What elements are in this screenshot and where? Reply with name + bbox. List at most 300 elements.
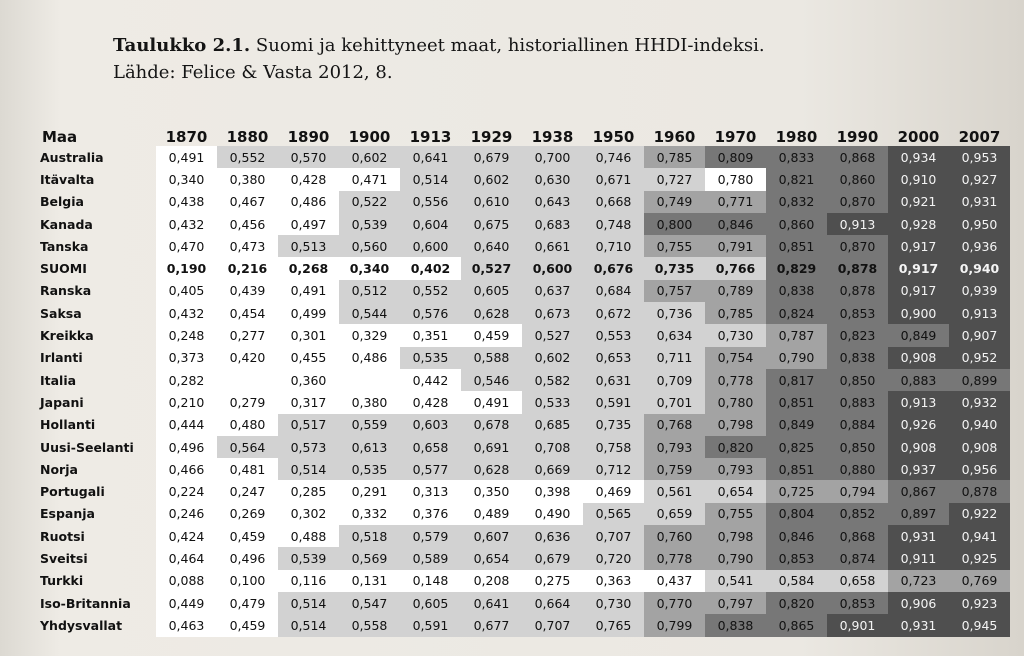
value-cell: 0,428 [400, 391, 461, 413]
value-cell: 0,481 [217, 458, 278, 480]
value-cell: 0,332 [339, 503, 400, 525]
country-cell: Japani [40, 394, 84, 410]
value-cell: 0,785 [644, 146, 705, 168]
value-cell: 0,675 [461, 213, 522, 235]
header-row [36, 119, 1010, 146]
value-cell: 0,865 [766, 614, 827, 636]
value-cell: 0,454 [217, 302, 278, 324]
value-cell: 0,517 [278, 414, 339, 436]
value-cell: 0,897 [888, 503, 949, 525]
value-cell: 0,921 [888, 191, 949, 213]
value-cell: 0,329 [339, 324, 400, 346]
value-cell: 0,922 [949, 503, 1010, 525]
value-cell: 0,672 [583, 302, 644, 324]
value-cell: 0,952 [949, 347, 1010, 369]
value-cell: 0,787 [766, 324, 827, 346]
caption-source: Lähde: Felice & Vasta 2012, 8. [113, 62, 393, 83]
value-cell: 0,925 [949, 547, 1010, 569]
value-cell: 0,673 [522, 302, 583, 324]
value-cell: 0,757 [644, 280, 705, 302]
column-header-year: 1929 [470, 128, 513, 146]
value-cell: 0,605 [400, 592, 461, 614]
value-cell: 0,547 [339, 592, 400, 614]
value-cell: 0,908 [888, 347, 949, 369]
value-cell: 0,588 [461, 347, 522, 369]
value-cell: 0,900 [888, 302, 949, 324]
value-cell: 0,906 [888, 592, 949, 614]
value-cell: 0,825 [766, 436, 827, 458]
value-cell: 0,755 [644, 235, 705, 257]
value-cell: 0,945 [949, 614, 1010, 636]
value-cell: 0,710 [583, 235, 644, 257]
value-cell: 0,088 [156, 570, 217, 592]
column-header-year: 1960 [653, 128, 696, 146]
value-cell: 0,911 [888, 547, 949, 569]
value-cell: 0,350 [461, 480, 522, 502]
value-cell: 0,116 [278, 570, 339, 592]
value-cell: 0,589 [400, 547, 461, 569]
value-cell: 0,853 [827, 302, 888, 324]
value-cell: 0,380 [339, 391, 400, 413]
value-cell: 0,489 [461, 503, 522, 525]
value-cell: 0,883 [888, 369, 949, 391]
value-cell: 0,804 [766, 503, 827, 525]
value-cell: 0,926 [888, 414, 949, 436]
value-cell: 0,766 [705, 257, 766, 279]
country-cell: Kreikka [40, 328, 94, 344]
country-cell: Belgia [40, 194, 84, 210]
value-cell: 0,499 [278, 302, 339, 324]
value-cell: 0,602 [522, 347, 583, 369]
value-cell [339, 369, 400, 391]
value-cell: 0,603 [400, 414, 461, 436]
value-cell: 0,643 [522, 191, 583, 213]
country-cell: Yhdysvallat [40, 617, 123, 633]
value-cell: 0,778 [644, 547, 705, 569]
value-cell: 0,746 [583, 146, 644, 168]
value-cell: 0,576 [400, 302, 461, 324]
value-cell: 0,850 [827, 369, 888, 391]
value-cell: 0,491 [461, 391, 522, 413]
value-cell: 0,424 [156, 525, 217, 547]
value-cell: 0,880 [827, 458, 888, 480]
value-cell: 0,491 [156, 146, 217, 168]
value-cell: 0,584 [766, 570, 827, 592]
value-cell: 0,340 [339, 257, 400, 279]
value-cell: 0,570 [278, 146, 339, 168]
value-cell: 0,956 [949, 458, 1010, 480]
value-cell: 0,282 [156, 369, 217, 391]
value-cell: 0,917 [888, 257, 949, 279]
table-row [36, 436, 1010, 458]
value-cell: 0,711 [644, 347, 705, 369]
value-cell: 0,730 [705, 324, 766, 346]
value-cell: 0,208 [461, 570, 522, 592]
value-cell: 0,730 [583, 592, 644, 614]
country-cell: Ruotsi [40, 528, 85, 544]
value-cell: 0,564 [217, 436, 278, 458]
value-cell: 0,471 [339, 168, 400, 190]
value-cell: 0,402 [400, 257, 461, 279]
value-cell: 0,313 [400, 480, 461, 502]
table-row [36, 168, 1010, 190]
value-cell: 0,768 [644, 414, 705, 436]
value-cell: 0,658 [827, 570, 888, 592]
value-cell: 0,490 [522, 503, 583, 525]
table-row [36, 257, 1010, 279]
value-cell: 0,514 [278, 592, 339, 614]
table-caption [113, 32, 765, 86]
value-cell: 0,851 [766, 391, 827, 413]
value-cell: 0,683 [522, 213, 583, 235]
value-cell: 0,851 [766, 458, 827, 480]
column-header-year: 1938 [531, 128, 574, 146]
value-cell: 0,735 [644, 257, 705, 279]
value-cell: 0,602 [339, 146, 400, 168]
country-cell: Hollanti [40, 417, 96, 433]
value-cell: 0,513 [278, 235, 339, 257]
value-cell: 0,464 [156, 547, 217, 569]
value-cell: 0,797 [705, 592, 766, 614]
value-cell: 0,248 [156, 324, 217, 346]
value-cell: 0,398 [522, 480, 583, 502]
value-cell: 0,466 [156, 458, 217, 480]
value-cell: 0,769 [949, 570, 1010, 592]
value-cell: 0,838 [766, 280, 827, 302]
value-cell: 0,913 [888, 391, 949, 413]
table-row [36, 280, 1010, 302]
value-cell: 0,870 [827, 191, 888, 213]
value-cell: 0,607 [461, 525, 522, 547]
value-cell: 0,789 [705, 280, 766, 302]
value-cell: 0,679 [461, 146, 522, 168]
value-cell: 0,559 [339, 414, 400, 436]
value-cell: 0,853 [766, 547, 827, 569]
value-cell: 0,582 [522, 369, 583, 391]
value-cell: 0,809 [705, 146, 766, 168]
value-cell: 0,514 [278, 458, 339, 480]
value-cell: 0,910 [888, 168, 949, 190]
value-cell: 0,533 [522, 391, 583, 413]
value-cell: 0,455 [278, 347, 339, 369]
value-cell: 0,884 [827, 414, 888, 436]
value-cell: 0,907 [949, 324, 1010, 346]
table-row [36, 191, 1010, 213]
value-cell: 0,778 [705, 369, 766, 391]
column-header-year: 1913 [409, 128, 452, 146]
value-cell: 0,269 [217, 503, 278, 525]
value-cell: 0,420 [217, 347, 278, 369]
value-cell: 0,380 [217, 168, 278, 190]
value-cell: 0,793 [644, 436, 705, 458]
value-cell: 0,604 [400, 213, 461, 235]
value-cell: 0,765 [583, 614, 644, 636]
value-cell: 0,684 [583, 280, 644, 302]
table-row [36, 547, 1010, 569]
value-cell: 0,846 [705, 213, 766, 235]
value-cell: 0,940 [949, 414, 1010, 436]
value-cell: 0,100 [217, 570, 278, 592]
value-cell: 0,456 [217, 213, 278, 235]
value-cell: 0,941 [949, 525, 1010, 547]
value-cell: 0,546 [461, 369, 522, 391]
value-cell: 0,246 [156, 503, 217, 525]
value-cell: 0,917 [888, 235, 949, 257]
value-cell: 0,899 [949, 369, 1010, 391]
value-cell: 0,486 [278, 191, 339, 213]
value-cell: 0,437 [644, 570, 705, 592]
value-cell: 0,852 [827, 503, 888, 525]
value-cell: 0,927 [949, 168, 1010, 190]
value-cell: 0,794 [827, 480, 888, 502]
value-cell: 0,878 [949, 480, 1010, 502]
value-cell: 0,771 [705, 191, 766, 213]
country-cell: Iso-Britannia [40, 595, 131, 611]
country-cell: Australia [40, 149, 104, 165]
country-cell: Tanska [40, 238, 89, 254]
value-cell: 0,939 [949, 280, 1010, 302]
table-row [36, 570, 1010, 592]
value-cell: 0,518 [339, 525, 400, 547]
value-cell: 0,799 [644, 614, 705, 636]
value-cell: 0,821 [766, 168, 827, 190]
value-cell: 0,798 [705, 525, 766, 547]
value-cell: 0,770 [644, 592, 705, 614]
value-cell: 0,679 [522, 547, 583, 569]
column-header-year: 1980 [775, 128, 818, 146]
value-cell: 0,691 [461, 436, 522, 458]
value-cell: 0,539 [339, 213, 400, 235]
caption-title: Suomi ja kehittyneet maat, historiallinen HHDI-indeksi. [255, 35, 765, 56]
value-cell: 0,931 [888, 614, 949, 636]
value-cell: 0,432 [156, 302, 217, 324]
table-row [36, 235, 1010, 257]
value-cell: 0,940 [949, 257, 1010, 279]
value-cell: 0,291 [339, 480, 400, 502]
value-cell: 0,823 [827, 324, 888, 346]
value-cell: 0,486 [339, 347, 400, 369]
table-row [36, 146, 1010, 168]
value-cell: 0,351 [400, 324, 461, 346]
value-cell: 0,216 [217, 257, 278, 279]
country-cell: SUOMI [40, 261, 87, 277]
column-header-year: 1970 [714, 128, 757, 146]
value-cell: 0,459 [217, 614, 278, 636]
value-cell: 0,467 [217, 191, 278, 213]
value-cell: 0,641 [400, 146, 461, 168]
value-cell: 0,376 [400, 503, 461, 525]
value-cell: 0,712 [583, 458, 644, 480]
value-cell: 0,268 [278, 257, 339, 279]
value-cell: 0,544 [339, 302, 400, 324]
value-cell: 0,790 [766, 347, 827, 369]
value-cell: 0,469 [583, 480, 644, 502]
country-cell: Norja [40, 461, 78, 477]
country-cell: Ranska [40, 283, 92, 299]
value-cell: 0,913 [827, 213, 888, 235]
value-cell: 0,785 [705, 302, 766, 324]
value-cell: 0,277 [217, 324, 278, 346]
value-cell: 0,654 [705, 480, 766, 502]
table-row [36, 614, 1010, 636]
column-header-year: 1950 [592, 128, 635, 146]
value-cell: 0,849 [766, 414, 827, 436]
value-cell: 0,931 [888, 525, 949, 547]
value-cell: 0,669 [522, 458, 583, 480]
value-cell: 0,514 [400, 168, 461, 190]
table-body [36, 146, 1010, 637]
value-cell: 0,560 [339, 235, 400, 257]
value-cell: 0,363 [583, 570, 644, 592]
table-row [36, 347, 1010, 369]
table-row [36, 391, 1010, 413]
value-cell: 0,480 [217, 414, 278, 436]
value-cell: 0,535 [339, 458, 400, 480]
value-cell: 0,573 [278, 436, 339, 458]
value-cell: 0,653 [583, 347, 644, 369]
country-cell: Saksa [40, 305, 82, 321]
value-cell: 0,514 [278, 614, 339, 636]
column-header-year: 2007 [958, 128, 1001, 146]
value-cell: 0,636 [522, 525, 583, 547]
value-cell: 0,641 [461, 592, 522, 614]
country-cell: Itävalta [40, 171, 95, 187]
country-cell: Turkki [40, 573, 84, 589]
value-cell: 0,634 [644, 324, 705, 346]
value-cell: 0,849 [888, 324, 949, 346]
value-cell: 0,760 [644, 525, 705, 547]
value-cell: 0,512 [339, 280, 400, 302]
value-cell [217, 369, 278, 391]
value-cell: 0,749 [644, 191, 705, 213]
value-cell: 0,860 [827, 168, 888, 190]
value-cell: 0,850 [827, 436, 888, 458]
value-cell: 0,479 [217, 592, 278, 614]
country-cell: Portugali [40, 484, 105, 500]
value-cell: 0,685 [522, 414, 583, 436]
table-row [36, 302, 1010, 324]
table-row [36, 324, 1010, 346]
value-cell: 0,317 [278, 391, 339, 413]
value-cell: 0,928 [888, 213, 949, 235]
value-cell: 0,491 [278, 280, 339, 302]
value-cell: 0,917 [888, 280, 949, 302]
value-cell: 0,790 [705, 547, 766, 569]
caption-label: Taulukko 2.1. [113, 35, 251, 56]
value-cell: 0,373 [156, 347, 217, 369]
value-cell: 0,759 [644, 458, 705, 480]
column-header-year: 1890 [287, 128, 330, 146]
value-cell: 0,883 [827, 391, 888, 413]
value-cell: 0,793 [705, 458, 766, 480]
value-cell: 0,428 [278, 168, 339, 190]
value-cell: 0,723 [888, 570, 949, 592]
value-cell: 0,720 [583, 547, 644, 569]
value-cell: 0,878 [827, 257, 888, 279]
table-row [36, 414, 1010, 436]
value-cell: 0,553 [583, 324, 644, 346]
value-cell: 0,817 [766, 369, 827, 391]
value-cell: 0,838 [705, 614, 766, 636]
value-cell: 0,901 [827, 614, 888, 636]
value-cell: 0,798 [705, 414, 766, 436]
value-cell: 0,853 [827, 592, 888, 614]
value-cell: 0,780 [705, 168, 766, 190]
value-cell: 0,449 [156, 592, 217, 614]
value-cell: 0,820 [705, 436, 766, 458]
value-cell: 0,950 [949, 213, 1010, 235]
value-cell: 0,640 [461, 235, 522, 257]
value-cell: 0,800 [644, 213, 705, 235]
value-cell: 0,497 [278, 213, 339, 235]
value-cell: 0,727 [644, 168, 705, 190]
value-cell: 0,473 [217, 235, 278, 257]
value-cell: 0,579 [400, 525, 461, 547]
value-cell: 0,833 [766, 146, 827, 168]
value-cell: 0,602 [461, 168, 522, 190]
value-cell: 0,913 [949, 302, 1010, 324]
value-cell: 0,934 [888, 146, 949, 168]
value-cell: 0,846 [766, 525, 827, 547]
value-cell: 0,613 [339, 436, 400, 458]
value-cell: 0,439 [217, 280, 278, 302]
value-cell: 0,610 [461, 191, 522, 213]
value-cell: 0,700 [522, 146, 583, 168]
value-cell: 0,556 [400, 191, 461, 213]
value-cell: 0,539 [278, 547, 339, 569]
value-cell: 0,405 [156, 280, 217, 302]
country-cell: Italia [40, 372, 77, 388]
value-cell: 0,908 [888, 436, 949, 458]
value-cell: 0,600 [400, 235, 461, 257]
country-cell: Irlanti [40, 350, 83, 366]
table-row [36, 480, 1010, 502]
value-cell: 0,791 [705, 235, 766, 257]
value-cell: 0,569 [339, 547, 400, 569]
column-header-year: 1870 [165, 128, 208, 146]
caption-title-line [113, 32, 765, 59]
value-cell: 0,628 [461, 302, 522, 324]
value-cell: 0,870 [827, 235, 888, 257]
country-cell: Kanada [40, 216, 93, 232]
country-cell: Uusi-Seelanti [40, 439, 134, 455]
value-cell: 0,671 [583, 168, 644, 190]
value-cell: 0,838 [827, 347, 888, 369]
value-cell: 0,628 [461, 458, 522, 480]
value-cell: 0,735 [583, 414, 644, 436]
value-cell: 0,600 [522, 257, 583, 279]
value-cell: 0,565 [583, 503, 644, 525]
value-cell: 0,279 [217, 391, 278, 413]
value-cell: 0,661 [522, 235, 583, 257]
value-cell: 0,496 [217, 547, 278, 569]
value-cell: 0,459 [461, 324, 522, 346]
value-cell: 0,932 [949, 391, 1010, 413]
value-cell: 0,488 [278, 525, 339, 547]
value-cell: 0,631 [583, 369, 644, 391]
value-cell: 0,851 [766, 235, 827, 257]
value-cell: 0,463 [156, 614, 217, 636]
value-cell: 0,736 [644, 302, 705, 324]
value-cell: 0,668 [583, 191, 644, 213]
value-cell: 0,658 [400, 436, 461, 458]
value-cell: 0,496 [156, 436, 217, 458]
value-cell: 0,953 [949, 146, 1010, 168]
value-cell: 0,131 [339, 570, 400, 592]
value-cell: 0,937 [888, 458, 949, 480]
value-cell: 0,190 [156, 257, 217, 279]
column-header-year: 1880 [226, 128, 269, 146]
